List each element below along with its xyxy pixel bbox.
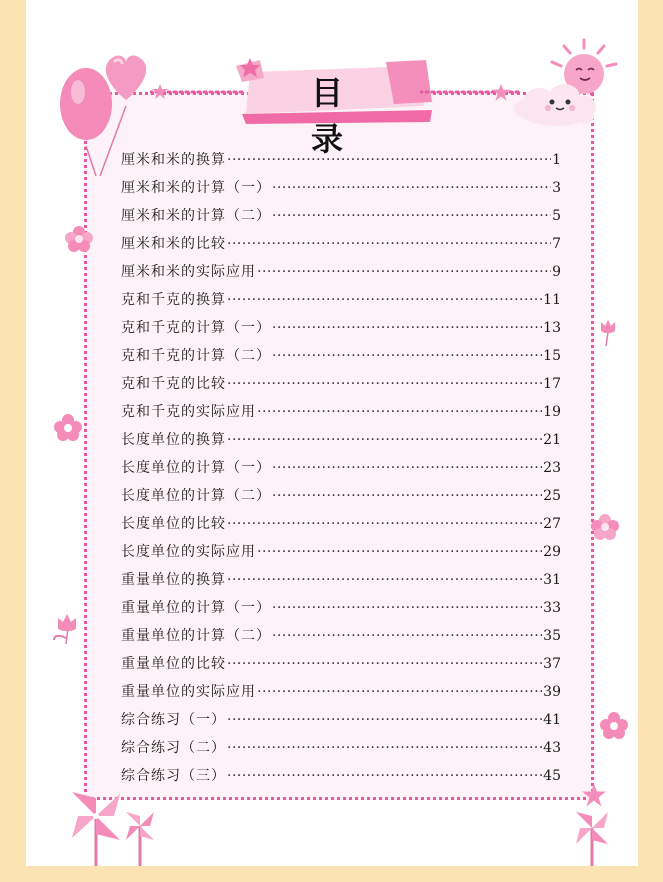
toc-leader-dots — [227, 566, 542, 594]
toc-entry-page: 15 — [543, 348, 561, 364]
toc-entry[interactable] — [121, 370, 561, 398]
toc-entry-page: 35 — [543, 628, 561, 644]
toc-entry-title: 厘米和米的实际应用 — [121, 264, 256, 280]
toc-entry-page: 31 — [543, 572, 561, 588]
flower-icon — [590, 512, 620, 540]
toc-entry-title: 长度单位的计算（一） — [121, 460, 271, 476]
toc-entry-title: 综合练习（二） — [121, 740, 226, 756]
toc-entry-page: 11 — [543, 292, 561, 308]
page-title: 目 录 — [310, 74, 371, 158]
toc-leader-dots — [227, 510, 542, 538]
toc-entry-title: 长度单位的换算 — [121, 432, 226, 448]
toc-entry-title: 厘米和米的比较 — [121, 236, 226, 252]
toc-leader-dots — [272, 622, 542, 650]
toc-entry-page: 7 — [552, 236, 561, 252]
toc-entry[interactable] — [121, 594, 561, 622]
toc-leader-dots — [227, 146, 551, 174]
flower-icon — [54, 414, 82, 442]
toc-entry[interactable] — [121, 426, 561, 454]
toc-leader-dots — [257, 258, 551, 286]
toc-entry-page: 13 — [543, 320, 561, 336]
toc-entry-page: 19 — [543, 404, 561, 420]
toc-leader-dots — [227, 286, 542, 314]
tulip-icon — [598, 318, 618, 346]
flower-icon — [64, 224, 94, 252]
toc-entry-page: 21 — [543, 432, 561, 448]
toc-entry-title: 综合练习（三） — [121, 768, 226, 784]
toc-entry-page: 1 — [552, 152, 561, 168]
toc-leader-dots — [257, 678, 542, 706]
toc-leader-dots — [272, 342, 542, 370]
toc-entry-title: 克和千克的计算（一） — [121, 320, 271, 336]
toc-entry[interactable] — [121, 762, 561, 790]
toc-entry-page: 5 — [552, 208, 561, 224]
toc-entry[interactable] — [121, 538, 561, 566]
toc-leader-dots — [257, 398, 542, 426]
toc-entry[interactable] — [121, 258, 561, 286]
pinwheel-icon — [68, 790, 164, 866]
toc-entry-title: 重量单位的计算（二） — [121, 628, 271, 644]
toc-entry-page: 27 — [543, 516, 561, 532]
toc-leader-dots — [272, 594, 542, 622]
toc-entry-title: 厘米和米的换算 — [121, 152, 226, 168]
toc-entry[interactable] — [121, 678, 561, 706]
toc-entry-page: 45 — [543, 768, 561, 784]
toc-entry-title: 重量单位的计算（一） — [121, 600, 271, 616]
toc-entry-page: 41 — [543, 712, 561, 728]
pinwheel-icon — [572, 810, 612, 866]
toc-entry[interactable] — [121, 482, 561, 510]
toc-entry-title: 厘米和米的计算（一） — [121, 180, 271, 196]
toc-leader-dots — [227, 370, 542, 398]
toc-entry[interactable] — [121, 342, 561, 370]
toc-entry[interactable] — [121, 454, 561, 482]
toc-entry-title: 厘米和米的计算（二） — [121, 208, 271, 224]
toc-entry[interactable] — [121, 314, 561, 342]
toc-leader-dots — [272, 174, 551, 202]
toc-entry-page: 37 — [543, 656, 561, 672]
toc-entry-page: 25 — [543, 488, 561, 504]
toc-entry-title: 克和千克的比较 — [121, 376, 226, 392]
tulip-icon — [52, 610, 82, 644]
toc-entry-page: 39 — [543, 684, 561, 700]
toc-leader-dots — [257, 538, 542, 566]
toc-entry-title: 长度单位的比较 — [121, 516, 226, 532]
sun-cloud-icon — [512, 38, 624, 134]
star-icon — [492, 84, 510, 102]
toc-leader-dots — [227, 230, 551, 258]
toc-entry-page: 33 — [543, 600, 561, 616]
toc-entry-title: 综合练习（一） — [121, 712, 226, 728]
toc-entry-page: 3 — [552, 180, 561, 196]
toc-entry[interactable] — [121, 230, 561, 258]
toc-entry-title: 长度单位的计算（二） — [121, 488, 271, 504]
toc-entry[interactable] — [121, 510, 561, 538]
toc-entry[interactable] — [121, 650, 561, 678]
toc-entry[interactable] — [121, 146, 561, 174]
toc-list — [121, 146, 561, 790]
toc-entry[interactable] — [121, 398, 561, 426]
toc-entry-page: 17 — [543, 376, 561, 392]
toc-entry-page: 43 — [543, 740, 561, 756]
toc-entry-page: 23 — [543, 460, 561, 476]
toc-leader-dots — [272, 454, 542, 482]
toc-entry-title: 重量单位的换算 — [121, 572, 226, 588]
toc-entry-title: 克和千克的换算 — [121, 292, 226, 308]
toc-entry-title: 重量单位的实际应用 — [121, 684, 256, 700]
toc-leader-dots — [227, 706, 542, 734]
toc-entry-page: 9 — [552, 264, 561, 280]
toc-leader-dots — [227, 650, 542, 678]
toc-entry-title: 长度单位的实际应用 — [121, 544, 256, 560]
toc-entry[interactable] — [121, 734, 561, 762]
toc-leader-dots — [272, 482, 542, 510]
toc-entry-title: 克和千克的实际应用 — [121, 404, 256, 420]
star-icon — [152, 84, 168, 100]
toc-leader-dots — [227, 762, 542, 790]
toc-entry[interactable] — [121, 202, 561, 230]
toc-entry-title: 重量单位的比较 — [121, 656, 226, 672]
toc-entry[interactable] — [121, 706, 561, 734]
star-icon — [582, 784, 606, 808]
toc-leader-dots — [272, 314, 542, 342]
toc-entry[interactable] — [121, 286, 561, 314]
toc-entry-page: 29 — [543, 544, 561, 560]
flower-icon — [600, 712, 628, 740]
toc-entry[interactable] — [121, 566, 561, 594]
toc-leader-dots — [227, 734, 542, 762]
toc-leader-dots — [272, 202, 551, 230]
toc-entry-title: 克和千克的计算（二） — [121, 348, 271, 364]
toc-leader-dots — [227, 426, 542, 454]
toc-entry[interactable] — [121, 622, 561, 650]
toc-entry[interactable] — [121, 174, 561, 202]
